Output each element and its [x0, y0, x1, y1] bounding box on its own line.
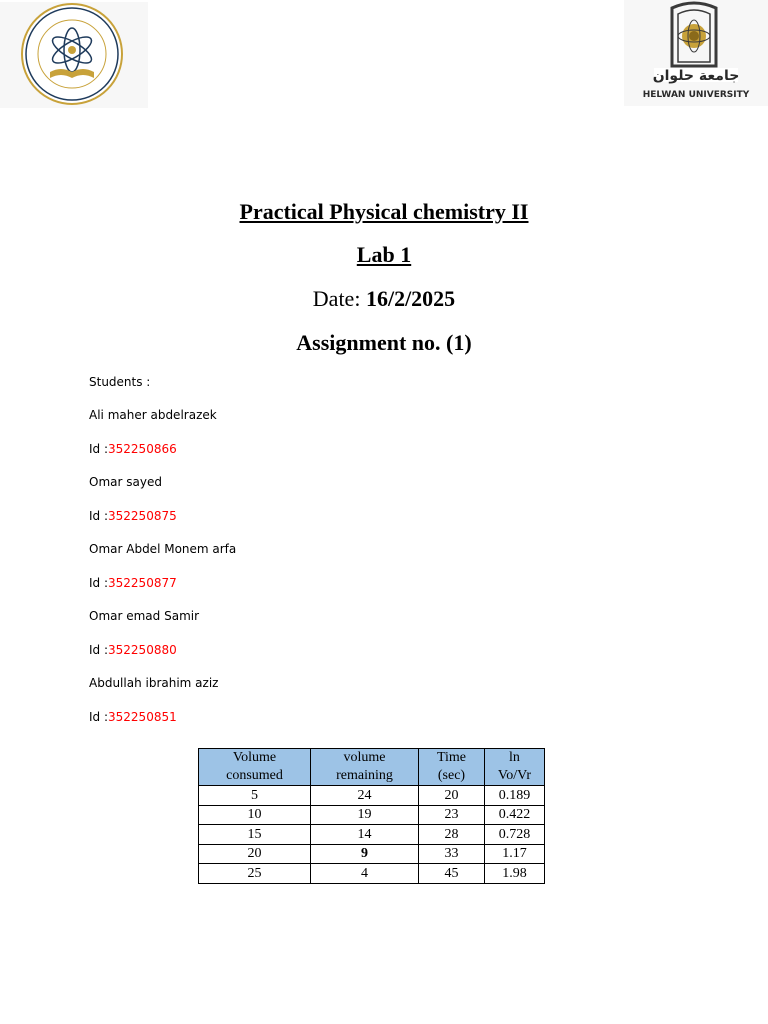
id-value: 352250851: [108, 710, 177, 724]
results-table: [198, 748, 545, 884]
faculty-of-science-logo: [0, 2, 148, 108]
student-name: Omar emad Samir: [89, 609, 200, 623]
table-cell: 25: [199, 864, 311, 884]
svg-text:HELWAN UNIVERSITY: HELWAN UNIVERSITY: [642, 90, 750, 100]
assignment-title: Assignment no. (1): [296, 330, 472, 355]
student-id: [89, 576, 177, 590]
id-value: 352250880: [108, 643, 177, 657]
table-header-row: [199, 749, 545, 786]
table-cell: 10: [199, 805, 311, 825]
date-value: 16/2/2025: [365, 286, 456, 311]
table-cell: 9: [311, 844, 419, 864]
id-label: Id :: [89, 509, 109, 523]
column-header: Volume consumed: [199, 749, 311, 786]
table-cell: 28: [419, 825, 485, 845]
id-label: Id :: [89, 643, 109, 657]
date-line: [0, 287, 768, 311]
table-cell: 14: [311, 825, 419, 845]
id-value: 352250866: [108, 442, 177, 456]
column-header: volume remaining: [311, 749, 419, 786]
table-cell: 4: [311, 864, 419, 884]
id-label: Id :: [89, 576, 109, 590]
table-cell: 0.728: [485, 825, 545, 845]
id-label: Id :: [89, 442, 109, 456]
table-row: [199, 864, 545, 884]
student-name: Omar sayed: [89, 475, 162, 489]
table-cell: 5: [199, 786, 311, 806]
id-value: 352250877: [108, 576, 177, 590]
table-cell: 1.17: [485, 844, 545, 864]
student-id: [89, 643, 177, 657]
table-row: [199, 786, 545, 806]
helwan-university-logo: [624, 0, 768, 106]
student-id: [89, 509, 177, 523]
lab-number: Lab 1: [356, 242, 412, 267]
column-header: Time (sec): [419, 749, 485, 786]
table-cell: 0.422: [485, 805, 545, 825]
document-title: Practical Physical chemistry II: [239, 199, 529, 224]
table-cell: 33: [419, 844, 485, 864]
table-cell: 0.189: [485, 786, 545, 806]
id-value: 352250875: [108, 509, 177, 523]
table-cell: 19: [311, 805, 419, 825]
student-name: Omar Abdel Monem arfa: [89, 542, 237, 556]
student-id: [89, 710, 177, 724]
table-row: [199, 844, 545, 864]
table-cell: 24: [311, 786, 419, 806]
table-cell: 45: [419, 864, 485, 884]
student-name: Ali maher abdelrazek: [89, 408, 217, 422]
table-cell: 20: [419, 786, 485, 806]
date-label: Date:: [312, 286, 361, 311]
students-label: Students :: [89, 375, 151, 389]
table-cell: 20: [199, 844, 311, 864]
table-cell: 1.98: [485, 864, 545, 884]
svg-text:جامعة حلوان: جامعة حلوان: [652, 68, 740, 84]
student-name: Abdullah ibrahim aziz: [89, 676, 219, 690]
table-cell: 15: [199, 825, 311, 845]
table-row: [199, 825, 545, 845]
column-header: ln Vo/Vr: [485, 749, 545, 786]
faculty-seal-icon: [0, 2, 148, 108]
table-cell: 23: [419, 805, 485, 825]
helwan-emblem-icon: [624, 0, 768, 106]
id-label: Id :: [89, 710, 109, 724]
table-row: [199, 805, 545, 825]
student-id: [89, 442, 177, 456]
